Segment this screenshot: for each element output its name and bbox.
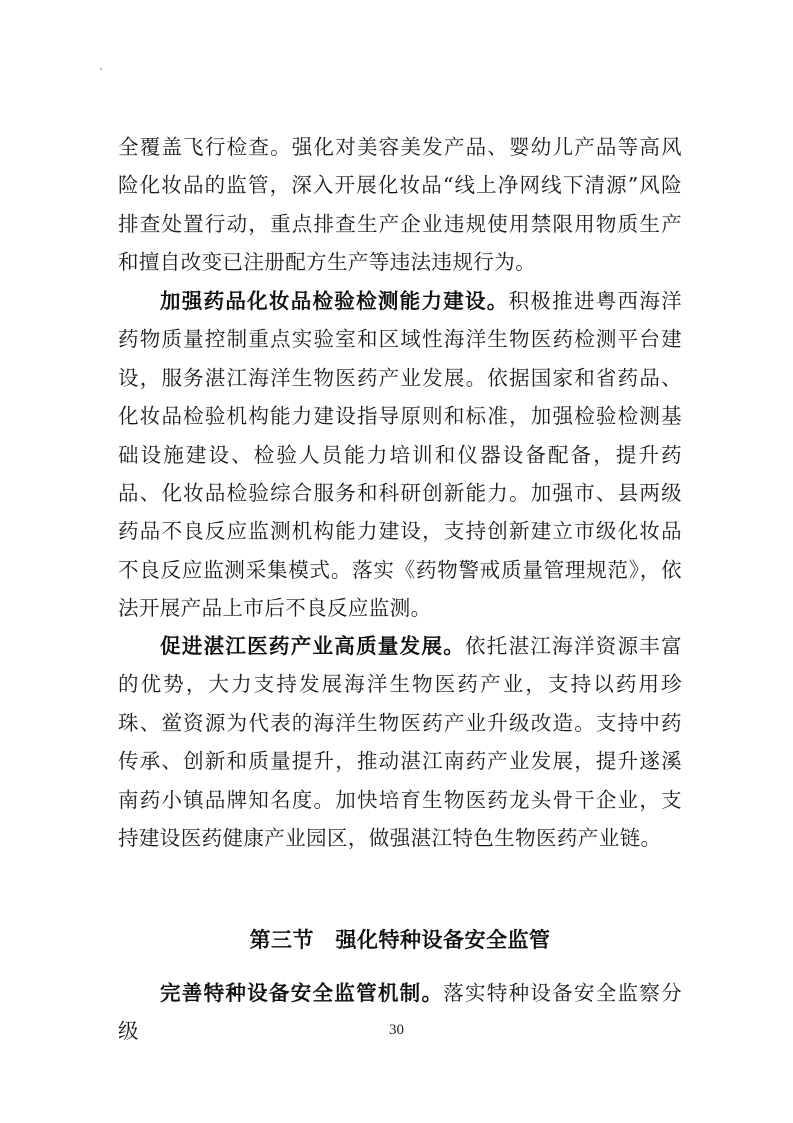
paragraph-body: 全覆盖飞行检查。强化对美容美发产品、婴幼儿产品等高风险化妆品的监管，深入开展化妆品“线上净网线下清源”风险排查处置行动，重点排查生产企业违规使用禁限用物质生产和擅自改变已注册配方生产等违法违规行为。 [118, 135, 682, 275]
section-heading: 第三节 强化特种设备安全监管 [249, 928, 551, 952]
paragraph-cosmetics-inspection [118, 128, 682, 282]
paragraph-body: 积极推进粤西海洋药物质量控制重点实验室和区域性海洋生物医药检测平台建设，服务湛江海洋生物医药产业发展。依据国家和省药品、化妆品检验机构能力建设指导原则和标准，加强检验检测基础设施建设、检验人员能力培训和仪器设备配备，提升药品、化妆品检验综合服务和科研创新能力。加强市、县两级药品不良反应监测机构能力建设，支持创新建立市级化妆品不良反应监测采集模式。落实《药物警戒质量管理规范》，依法开展产品上市后不良反应监测。 [118, 289, 682, 621]
page-number: 30 [389, 1022, 404, 1038]
paragraph-body: 依托湛江海洋资源丰富的优势，大力支持发展海洋生物医药产业，支持以药用珍珠、鲎资源为代表的海洋生物医药产业升级改造。支持中药传承、创新和质量提升，推动湛江南药产业发展，提升遂溪南药小镇品牌知名度。加快培育生物医药龙头骨干企业，支持建设医药健康产业园区，做强湛江特色生物医药产业链。 [118, 634, 682, 851]
paragraph-lead: 加强药品化妆品检验检测能力建设。 [160, 289, 509, 313]
scan-speck [100, 68, 102, 70]
paragraph-lead: 完善特种设备安全监管机制。 [160, 981, 444, 1005]
paragraph-testing-capacity [118, 282, 682, 628]
paragraph-body: 落实特种设备安全监察分级 [118, 981, 682, 1044]
paragraph-pharma-industry [118, 627, 682, 857]
paragraph-lead: 促进湛江医药产业高质量发展。 [160, 634, 466, 658]
